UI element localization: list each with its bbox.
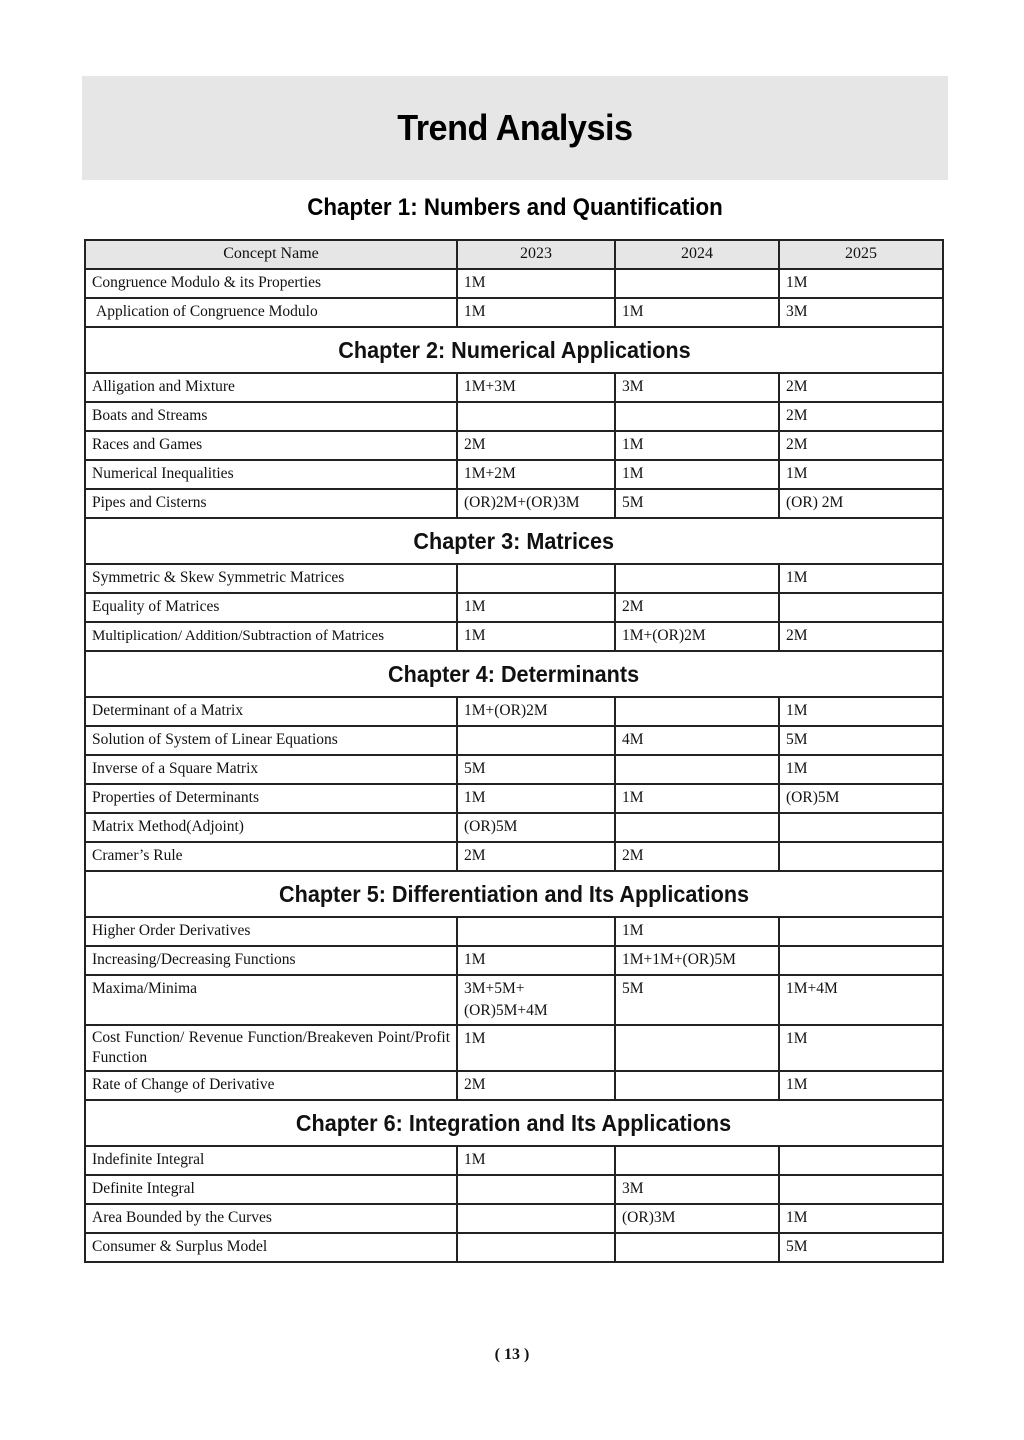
concept-cell: Area Bounded by the Curves	[85, 1204, 457, 1233]
marks-2024-cell: 4M	[615, 726, 779, 755]
marks-2024-cell: 1M	[615, 431, 779, 460]
marks-2024-cell: (OR)3M	[615, 1204, 779, 1233]
marks-2024-cell: 1M+(OR)2M	[615, 622, 779, 651]
table-row	[85, 1233, 943, 1262]
marks-2023-cell: 1M+(OR)2M	[457, 697, 615, 726]
chapter-title: Chapter 4: Determinants	[388, 661, 640, 687]
chapter-heading	[85, 327, 943, 373]
marks-2024-cell: 1M	[615, 460, 779, 489]
chapter-heading	[85, 651, 943, 697]
chapter-heading-row	[85, 327, 943, 373]
concept-cell: Solution of System of Linear Equations	[85, 726, 457, 755]
marks-2025-cell: 1M	[779, 269, 943, 298]
marks-2025-cell	[779, 842, 943, 871]
chapter-heading: Chapter 1: Numbers and Quantification	[307, 194, 723, 221]
concept-cell: Higher Order Derivatives	[85, 917, 457, 946]
marks-2024-cell: 1M	[615, 298, 779, 327]
table-row	[85, 489, 943, 518]
table-row	[85, 1025, 943, 1071]
table-header-row	[85, 240, 943, 269]
table-row	[85, 298, 943, 327]
marks-2025-cell: 1M	[779, 755, 943, 784]
marks-2023-cell: 5M	[457, 755, 615, 784]
marks-2024-cell	[615, 269, 779, 298]
marks-2023-cell: 2M	[457, 842, 615, 871]
chapter-title: Chapter 5: Differentiation and Its Applications	[278, 881, 750, 907]
table-row	[85, 1146, 943, 1175]
marks-2025-cell	[779, 946, 943, 975]
marks-2023-cell: 1M	[457, 1146, 615, 1175]
concept-cell: Inverse of a Square Matrix	[85, 755, 457, 784]
marks-2024-cell	[615, 1025, 779, 1071]
table-row	[85, 755, 943, 784]
marks-2023-cell: 2M	[457, 431, 615, 460]
marks-2024-cell: 1M	[615, 917, 779, 946]
marks-2025-cell	[779, 1175, 943, 1204]
table-row	[85, 842, 943, 871]
table-row	[85, 564, 943, 593]
column-header-2024: 2024	[615, 240, 779, 269]
marks-2023-cell	[457, 726, 615, 755]
marks-2025-cell	[779, 1146, 943, 1175]
marks-2024-cell: 2M	[615, 842, 779, 871]
marks-2025-cell: 1M+4M	[779, 975, 943, 1025]
marks-2025-cell: 3M	[779, 298, 943, 327]
marks-2023-cell	[457, 917, 615, 946]
table-row	[85, 946, 943, 975]
concept-cell: Pipes and Cisterns	[85, 489, 457, 518]
marks-2025-cell: 1M	[779, 564, 943, 593]
table-row	[85, 1071, 943, 1100]
chapter-title: Chapter 2: Numerical Applications	[337, 337, 691, 363]
marks-2024-cell	[615, 697, 779, 726]
marks-2025-cell: 5M	[779, 1233, 943, 1262]
concept-cell: Congruence Modulo & its Properties	[85, 269, 457, 298]
table-row	[85, 593, 943, 622]
marks-2023-cell: 1M	[457, 784, 615, 813]
marks-2025-cell	[779, 917, 943, 946]
table-row	[85, 1204, 943, 1233]
marks-2023-cell	[457, 1175, 615, 1204]
table-row	[85, 460, 943, 489]
marks-2024-cell	[615, 813, 779, 842]
chapter-title: Chapter 6: Integration and Its Applications	[296, 1110, 732, 1136]
marks-2024-cell	[615, 1233, 779, 1262]
marks-2025-cell: 1M	[779, 1025, 943, 1071]
concept-cell: Alligation and Mixture	[85, 373, 457, 402]
marks-2023-cell	[457, 402, 615, 431]
table-row	[85, 622, 943, 651]
chapter-heading	[85, 518, 943, 564]
marks-2025-cell: 2M	[779, 622, 943, 651]
marks-2025-cell: 2M	[779, 402, 943, 431]
marks-2025-cell: 2M	[779, 431, 943, 460]
marks-2023-cell: (OR)2M+(OR)3M	[457, 489, 615, 518]
trend-analysis-table	[84, 239, 944, 1263]
marks-2025-cell: (OR)5M	[779, 784, 943, 813]
table-row	[85, 1175, 943, 1204]
marks-2025-cell: 1M	[779, 1071, 943, 1100]
table-row	[85, 975, 943, 1025]
marks-2023-cell: 1M	[457, 269, 615, 298]
chapter-title: Chapter 3: Matrices	[413, 528, 615, 554]
table-row	[85, 402, 943, 431]
concept-cell: Indefinite Integral	[85, 1146, 457, 1175]
marks-2023-cell: 1M+3M	[457, 373, 615, 402]
marks-2023-cell	[457, 1204, 615, 1233]
marks-2024-cell: 1M	[615, 784, 779, 813]
table-row	[85, 726, 943, 755]
marks-2024-cell: 1M+1M+(OR)5M	[615, 946, 779, 975]
marks-2024-cell	[615, 1071, 779, 1100]
marks-2025-cell: 5M	[779, 726, 943, 755]
marks-2025-cell	[779, 593, 943, 622]
marks-2025-cell	[779, 813, 943, 842]
concept-cell: Properties of Determinants	[85, 784, 457, 813]
marks-line: (OR)5M+4M	[464, 1002, 548, 1019]
marks-2024-cell	[615, 564, 779, 593]
concept-cell: Races and Games	[85, 431, 457, 460]
table-row	[85, 373, 943, 402]
concept-cell: Consumer & Surplus Model	[85, 1233, 457, 1262]
concept-cell: Matrix Method(Adjoint)	[85, 813, 457, 842]
marks-line: 3M+5M+	[464, 980, 525, 997]
concept-cell: Definite Integral	[85, 1175, 457, 1204]
table-row	[85, 269, 943, 298]
marks-2024-cell: 5M	[615, 489, 779, 518]
concept-cell: Cramer’s Rule	[85, 842, 457, 871]
marks-2023-cell: 2M	[457, 1071, 615, 1100]
marks-2024-cell	[615, 755, 779, 784]
marks-2023-cell: 1M	[457, 1025, 615, 1071]
marks-2023-cell: 1M	[457, 622, 615, 651]
chapter-heading-row	[85, 518, 943, 564]
marks-2025-cell: 1M	[779, 1204, 943, 1233]
marks-2025-cell: (OR) 2M	[779, 489, 943, 518]
table-row	[85, 813, 943, 842]
column-header-concept: Concept Name	[85, 240, 457, 269]
chapter-heading	[85, 1100, 943, 1146]
marks-2025-cell: 2M	[779, 373, 943, 402]
concept-cell: Increasing/Decreasing Functions	[85, 946, 457, 975]
concept-cell: Rate of Change of Derivative	[85, 1071, 457, 1100]
marks-2023-cell	[457, 1233, 615, 1262]
concept-cell: Maxima/Minima	[85, 975, 457, 1025]
page-number: ( 13 )	[494, 1346, 530, 1363]
marks-2025-cell: 1M	[779, 460, 943, 489]
table-row	[85, 697, 943, 726]
concept-cell: Application of Congruence Modulo	[85, 298, 457, 327]
marks-2024-cell	[615, 402, 779, 431]
marks-2023-cell: (OR)5M	[457, 813, 615, 842]
concept-cell: Cost Function/ Revenue Function/Breakeven Point/Profit Function	[85, 1025, 457, 1071]
marks-2024-cell: 5M	[615, 975, 779, 1025]
marks-2024-cell: 3M	[615, 373, 779, 402]
concept-cell: Equality of Matrices	[85, 593, 457, 622]
table-row	[85, 917, 943, 946]
chapter-heading-row	[85, 651, 943, 697]
concept-cell: Determinant of a Matrix	[85, 697, 457, 726]
chapter-heading	[85, 871, 943, 917]
chapter-heading-row	[85, 1100, 943, 1146]
concept-cell: Boats and Streams	[85, 402, 457, 431]
marks-2023-cell: 1M	[457, 298, 615, 327]
marks-2024-cell: 3M	[615, 1175, 779, 1204]
title-banner	[82, 76, 948, 180]
marks-2023-cell: 1M	[457, 593, 615, 622]
marks-2023-cell: 1M+2M	[457, 460, 615, 489]
concept-cell: Multiplication/ Addition/Subtraction of Matrices	[85, 622, 457, 651]
marks-2024-cell: 2M	[615, 593, 779, 622]
column-header-2025: 2025	[779, 240, 943, 269]
marks-2023-cell	[457, 564, 615, 593]
marks-2023-cell	[457, 975, 615, 1025]
concept-cell: Numerical Inequalities	[85, 460, 457, 489]
marks-2024-cell	[615, 1146, 779, 1175]
concept-cell: Symmetric & Skew Symmetric Matrices	[85, 564, 457, 593]
column-header-2023: 2023	[457, 240, 615, 269]
chapter-heading-row	[85, 871, 943, 917]
page-title: Trend Analysis	[397, 107, 633, 148]
marks-2023-cell: 1M	[457, 946, 615, 975]
table-row	[85, 784, 943, 813]
marks-2025-cell: 1M	[779, 697, 943, 726]
table-row	[85, 431, 943, 460]
